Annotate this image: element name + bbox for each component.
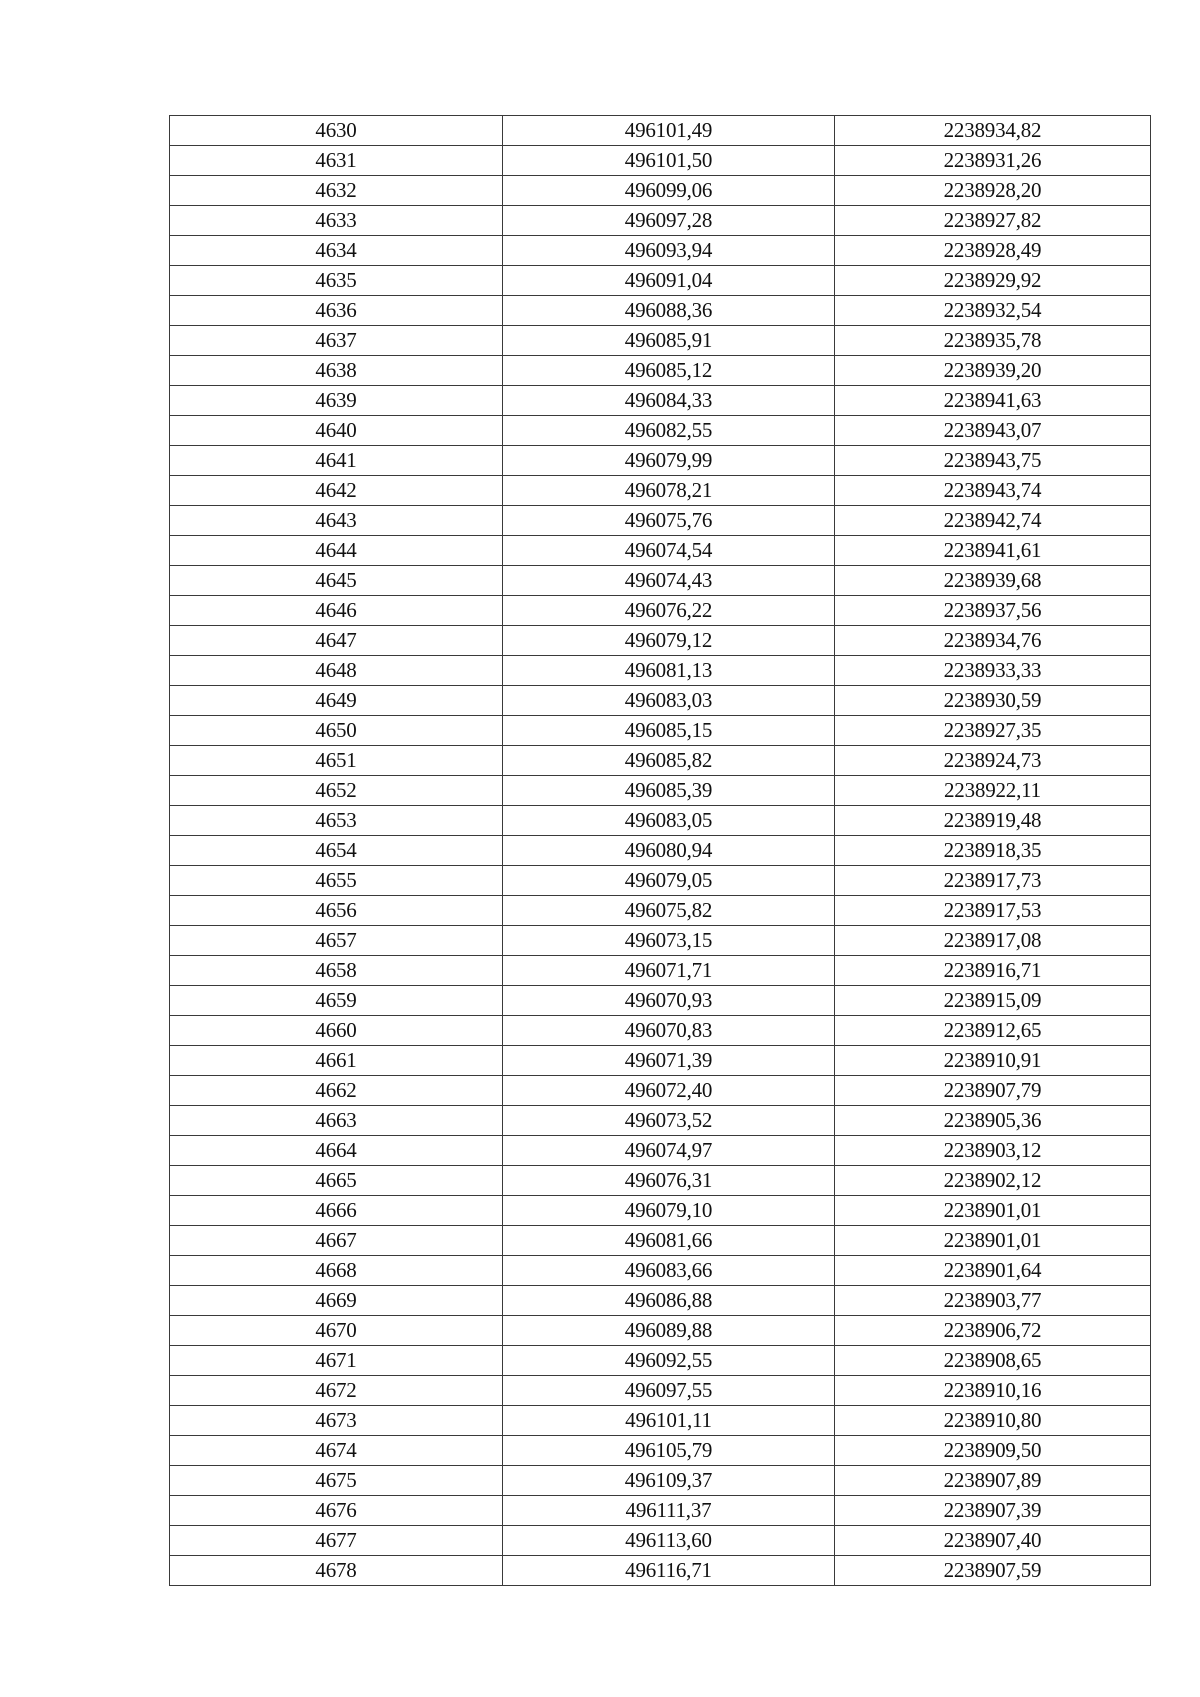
x-coordinate-cell: 496073,52 [503, 1106, 835, 1136]
table-row [170, 1496, 1151, 1526]
point-number-cell: 4675 [170, 1466, 503, 1496]
x-coordinate-cell: 496079,10 [503, 1196, 835, 1226]
y-coordinate-cell: 2238901,01 [835, 1226, 1151, 1256]
x-coordinate-cell: 496093,94 [503, 236, 835, 266]
table-row [170, 776, 1151, 806]
x-coordinate-cell: 496070,93 [503, 986, 835, 1016]
table-row [170, 806, 1151, 836]
table-row [170, 236, 1151, 266]
point-number-cell: 4670 [170, 1316, 503, 1346]
y-coordinate-cell: 2238908,65 [835, 1346, 1151, 1376]
x-coordinate-cell: 496075,76 [503, 506, 835, 536]
y-coordinate-cell: 2238917,53 [835, 896, 1151, 926]
x-coordinate-cell: 496073,15 [503, 926, 835, 956]
point-number-cell: 4655 [170, 866, 503, 896]
y-coordinate-cell: 2238910,91 [835, 1046, 1151, 1076]
y-coordinate-cell: 2238909,50 [835, 1436, 1151, 1466]
y-coordinate-cell: 2238910,16 [835, 1376, 1151, 1406]
point-number-cell: 4659 [170, 986, 503, 1016]
x-coordinate-cell: 496075,82 [503, 896, 835, 926]
y-coordinate-cell: 2238903,12 [835, 1136, 1151, 1166]
x-coordinate-cell: 496092,55 [503, 1346, 835, 1376]
y-coordinate-cell: 2238931,26 [835, 146, 1151, 176]
point-number-cell: 4637 [170, 326, 503, 356]
table-row [170, 1016, 1151, 1046]
table-row [170, 956, 1151, 986]
point-number-cell: 4669 [170, 1286, 503, 1316]
point-number-cell: 4652 [170, 776, 503, 806]
point-number-cell: 4647 [170, 626, 503, 656]
y-coordinate-cell: 2238910,80 [835, 1406, 1151, 1436]
x-coordinate-cell: 496099,06 [503, 176, 835, 206]
x-coordinate-cell: 496111,37 [503, 1496, 835, 1526]
table-row [170, 596, 1151, 626]
x-coordinate-cell: 496079,12 [503, 626, 835, 656]
x-coordinate-cell: 496081,13 [503, 656, 835, 686]
point-number-cell: 4631 [170, 146, 503, 176]
table-row [170, 296, 1151, 326]
table-row [170, 356, 1151, 386]
x-coordinate-cell: 496101,49 [503, 116, 835, 146]
y-coordinate-cell: 2238903,77 [835, 1286, 1151, 1316]
x-coordinate-cell: 496074,54 [503, 536, 835, 566]
x-coordinate-cell: 496083,05 [503, 806, 835, 836]
x-coordinate-cell: 496085,91 [503, 326, 835, 356]
point-number-cell: 4642 [170, 476, 503, 506]
point-number-cell: 4663 [170, 1106, 503, 1136]
y-coordinate-cell: 2238916,71 [835, 956, 1151, 986]
x-coordinate-cell: 496084,33 [503, 386, 835, 416]
table-row [170, 1556, 1151, 1586]
table-row [170, 1046, 1151, 1076]
y-coordinate-cell: 2238915,09 [835, 986, 1151, 1016]
table-row [170, 986, 1151, 1016]
table-row [170, 1106, 1151, 1136]
y-coordinate-cell: 2238943,07 [835, 416, 1151, 446]
x-coordinate-cell: 496085,12 [503, 356, 835, 386]
point-number-cell: 4666 [170, 1196, 503, 1226]
x-coordinate-cell: 496072,40 [503, 1076, 835, 1106]
y-coordinate-cell: 2238922,11 [835, 776, 1151, 806]
x-coordinate-cell: 496076,22 [503, 596, 835, 626]
y-coordinate-cell: 2238934,82 [835, 116, 1151, 146]
x-coordinate-cell: 496116,71 [503, 1556, 835, 1586]
x-coordinate-cell: 496079,99 [503, 446, 835, 476]
x-coordinate-cell: 496085,82 [503, 746, 835, 776]
table-row [170, 1406, 1151, 1436]
table-row [170, 116, 1151, 146]
table-row [170, 1226, 1151, 1256]
point-number-cell: 4673 [170, 1406, 503, 1436]
point-number-cell: 4667 [170, 1226, 503, 1256]
point-number-cell: 4678 [170, 1556, 503, 1586]
x-coordinate-cell: 496097,28 [503, 206, 835, 236]
x-coordinate-cell: 496109,37 [503, 1466, 835, 1496]
coordinates-table-body [170, 116, 1151, 1586]
point-number-cell: 4654 [170, 836, 503, 866]
table-row [170, 716, 1151, 746]
x-coordinate-cell: 496101,11 [503, 1406, 835, 1436]
x-coordinate-cell: 496097,55 [503, 1376, 835, 1406]
table-row [170, 626, 1151, 656]
y-coordinate-cell: 2238907,89 [835, 1466, 1151, 1496]
y-coordinate-cell: 2238918,35 [835, 836, 1151, 866]
x-coordinate-cell: 496071,71 [503, 956, 835, 986]
point-number-cell: 4632 [170, 176, 503, 206]
table-row [170, 536, 1151, 566]
y-coordinate-cell: 2238941,63 [835, 386, 1151, 416]
point-number-cell: 4638 [170, 356, 503, 386]
point-number-cell: 4636 [170, 296, 503, 326]
table-row [170, 206, 1151, 236]
point-number-cell: 4646 [170, 596, 503, 626]
point-number-cell: 4644 [170, 536, 503, 566]
table-row [170, 566, 1151, 596]
point-number-cell: 4665 [170, 1166, 503, 1196]
y-coordinate-cell: 2238905,36 [835, 1106, 1151, 1136]
y-coordinate-cell: 2238907,59 [835, 1556, 1151, 1586]
point-number-cell: 4643 [170, 506, 503, 536]
point-number-cell: 4651 [170, 746, 503, 776]
point-number-cell: 4661 [170, 1046, 503, 1076]
point-number-cell: 4658 [170, 956, 503, 986]
y-coordinate-cell: 2238924,73 [835, 746, 1151, 776]
table-row [170, 1346, 1151, 1376]
table-row [170, 176, 1151, 206]
y-coordinate-cell: 2238901,64 [835, 1256, 1151, 1286]
point-number-cell: 4630 [170, 116, 503, 146]
point-number-cell: 4645 [170, 566, 503, 596]
table-row [170, 476, 1151, 506]
x-coordinate-cell: 496085,39 [503, 776, 835, 806]
y-coordinate-cell: 2238942,74 [835, 506, 1151, 536]
table-row [170, 1196, 1151, 1226]
table-row [170, 506, 1151, 536]
point-number-cell: 4649 [170, 686, 503, 716]
x-coordinate-cell: 496105,79 [503, 1436, 835, 1466]
table-row [170, 746, 1151, 776]
y-coordinate-cell: 2238907,39 [835, 1496, 1151, 1526]
y-coordinate-cell: 2238928,20 [835, 176, 1151, 206]
table-row [170, 266, 1151, 296]
point-number-cell: 4662 [170, 1076, 503, 1106]
y-coordinate-cell: 2238930,59 [835, 686, 1151, 716]
y-coordinate-cell: 2238941,61 [835, 536, 1151, 566]
y-coordinate-cell: 2238912,65 [835, 1016, 1151, 1046]
point-number-cell: 4640 [170, 416, 503, 446]
table-row [170, 326, 1151, 356]
x-coordinate-cell: 496080,94 [503, 836, 835, 866]
y-coordinate-cell: 2238935,78 [835, 326, 1151, 356]
table-row [170, 686, 1151, 716]
table-row [170, 1136, 1151, 1166]
y-coordinate-cell: 2238919,48 [835, 806, 1151, 836]
table-row [170, 1256, 1151, 1286]
table-row [170, 446, 1151, 476]
table-row [170, 1286, 1151, 1316]
x-coordinate-cell: 496078,21 [503, 476, 835, 506]
y-coordinate-cell: 2238902,12 [835, 1166, 1151, 1196]
y-coordinate-cell: 2238943,74 [835, 476, 1151, 506]
y-coordinate-cell: 2238929,92 [835, 266, 1151, 296]
x-coordinate-cell: 496085,15 [503, 716, 835, 746]
point-number-cell: 4653 [170, 806, 503, 836]
y-coordinate-cell: 2238928,49 [835, 236, 1151, 266]
y-coordinate-cell: 2238907,40 [835, 1526, 1151, 1556]
y-coordinate-cell: 2238907,79 [835, 1076, 1151, 1106]
point-number-cell: 4634 [170, 236, 503, 266]
x-coordinate-cell: 496081,66 [503, 1226, 835, 1256]
x-coordinate-cell: 496113,60 [503, 1526, 835, 1556]
table-row [170, 146, 1151, 176]
y-coordinate-cell: 2238917,73 [835, 866, 1151, 896]
coordinates-table [169, 115, 1151, 1586]
table-row [170, 416, 1151, 446]
y-coordinate-cell: 2238901,01 [835, 1196, 1151, 1226]
table-row [170, 1436, 1151, 1466]
x-coordinate-cell: 496074,97 [503, 1136, 835, 1166]
point-number-cell: 4660 [170, 1016, 503, 1046]
y-coordinate-cell: 2238932,54 [835, 296, 1151, 326]
table-row [170, 386, 1151, 416]
table-row [170, 1316, 1151, 1346]
y-coordinate-cell: 2238933,33 [835, 656, 1151, 686]
point-number-cell: 4633 [170, 206, 503, 236]
point-number-cell: 4674 [170, 1436, 503, 1466]
point-number-cell: 4648 [170, 656, 503, 686]
point-number-cell: 4676 [170, 1496, 503, 1526]
y-coordinate-cell: 2238934,76 [835, 626, 1151, 656]
point-number-cell: 4639 [170, 386, 503, 416]
y-coordinate-cell: 2238937,56 [835, 596, 1151, 626]
table-row [170, 1376, 1151, 1406]
table-row [170, 656, 1151, 686]
point-number-cell: 4671 [170, 1346, 503, 1376]
x-coordinate-cell: 496083,03 [503, 686, 835, 716]
y-coordinate-cell: 2238939,20 [835, 356, 1151, 386]
table-row [170, 1076, 1151, 1106]
table-row [170, 1166, 1151, 1196]
y-coordinate-cell: 2238906,72 [835, 1316, 1151, 1346]
table-row [170, 866, 1151, 896]
point-number-cell: 4672 [170, 1376, 503, 1406]
x-coordinate-cell: 496076,31 [503, 1166, 835, 1196]
x-coordinate-cell: 496091,04 [503, 266, 835, 296]
x-coordinate-cell: 496083,66 [503, 1256, 835, 1286]
x-coordinate-cell: 496101,50 [503, 146, 835, 176]
point-number-cell: 4641 [170, 446, 503, 476]
x-coordinate-cell: 496071,39 [503, 1046, 835, 1076]
x-coordinate-cell: 496086,88 [503, 1286, 835, 1316]
point-number-cell: 4664 [170, 1136, 503, 1166]
table-row [170, 1526, 1151, 1556]
y-coordinate-cell: 2238927,35 [835, 716, 1151, 746]
x-coordinate-cell: 496082,55 [503, 416, 835, 446]
x-coordinate-cell: 496074,43 [503, 566, 835, 596]
y-coordinate-cell: 2238927,82 [835, 206, 1151, 236]
y-coordinate-cell: 2238943,75 [835, 446, 1151, 476]
point-number-cell: 4657 [170, 926, 503, 956]
y-coordinate-cell: 2238939,68 [835, 566, 1151, 596]
point-number-cell: 4656 [170, 896, 503, 926]
point-number-cell: 4650 [170, 716, 503, 746]
x-coordinate-cell: 496070,83 [503, 1016, 835, 1046]
point-number-cell: 4635 [170, 266, 503, 296]
x-coordinate-cell: 496079,05 [503, 866, 835, 896]
table-row [170, 896, 1151, 926]
x-coordinate-cell: 496089,88 [503, 1316, 835, 1346]
table-row [170, 836, 1151, 866]
table-row [170, 1466, 1151, 1496]
x-coordinate-cell: 496088,36 [503, 296, 835, 326]
point-number-cell: 4677 [170, 1526, 503, 1556]
table-row [170, 926, 1151, 956]
point-number-cell: 4668 [170, 1256, 503, 1286]
y-coordinate-cell: 2238917,08 [835, 926, 1151, 956]
